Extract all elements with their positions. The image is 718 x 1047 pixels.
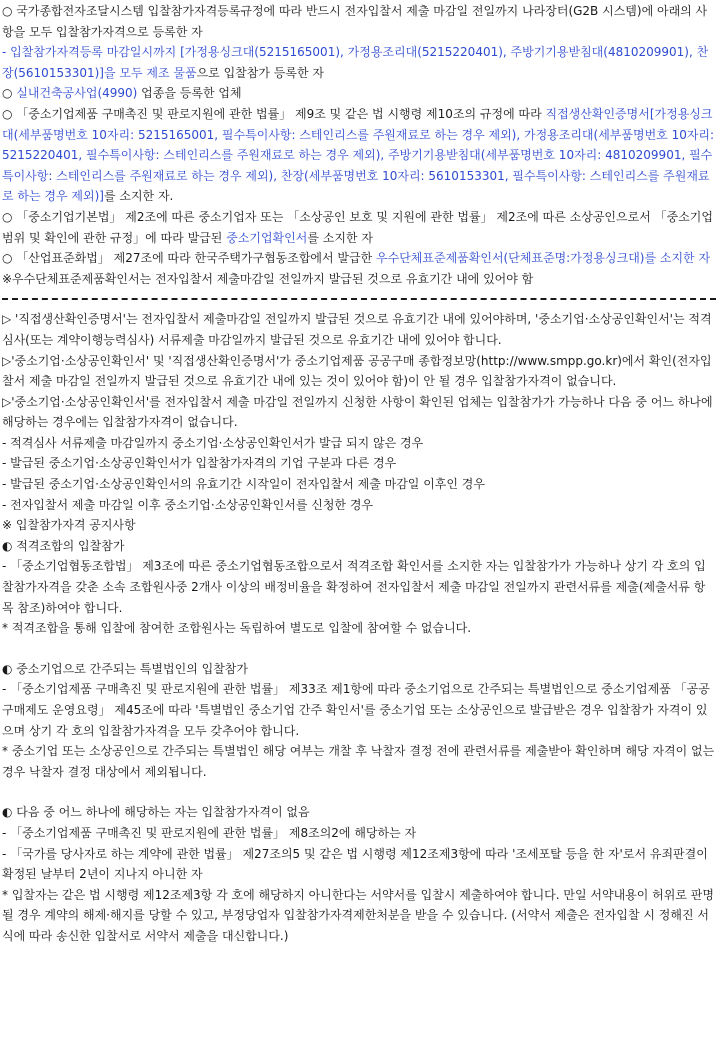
para-disq-1 <box>2 433 716 454</box>
text-segment: ○ 국가종합전자조달시스템 입찰참가자격등록규정에 따라 반드시 전자입찰서 제출 마감일 전일까지 나라장터(G2B 시스템)에 아래의 사항을 모두 입찰참가자격으로 등록한 자 <box>2 4 708 39</box>
para-g2b-registration <box>2 1 716 42</box>
highlighted-text: 중소기업확인서 <box>226 230 308 245</box>
text-segment: ◐ 다음 중 어느 하나에 해당하는 자는 입찰참가자격이 없음 <box>2 805 310 820</box>
para-direct-production <box>2 104 716 207</box>
separator <box>2 298 716 300</box>
text-segment: ◐ 중소기업으로 간주되는 특별법인의 입찰참가 <box>2 661 248 676</box>
text-segment: ▷'중소기업·소상공인확인서'를 전자입찰서 제출 마감일 전일까지 신청한 사항이 확인된 업체는 입찰참가가 가능하나 다음 중 어느 하나에 해당하는 경우에는 입찰참가자격이 없습니다. <box>2 394 713 430</box>
highlighted-text: 우수단체표준제품확인서(단체표준명:가정용싱크대) <box>376 251 645 266</box>
text-segment: 를 소지한 자 <box>307 230 373 245</box>
text-segment: * 중소기업 또는 소상공인으로 간주되는 특별법인 해당 여부는 개찰 후 낙찰자 결정 전에 관련서류를 제출받아 확인하며 해당 자격이 없는 경우 낙찰자 결정 대상에서 제외됩니다. <box>2 744 715 779</box>
text-segment: ◐ 적격조합의 입찰참가 <box>2 538 125 553</box>
para-ineligible-2 <box>2 844 716 885</box>
text-segment: 를 소지한 자. <box>103 189 174 204</box>
text-segment: - 전자입찰서 제출 마감일 이후 중소기업·소상공인확인서를 신청한 경우 <box>2 497 374 512</box>
para-interior-business <box>2 83 716 104</box>
text-segment: - 발급된 중소기업·소상공인확인서가 입찰참가자격의 기업 구분과 다른 경우 <box>2 456 397 471</box>
para-qualified-union-body <box>2 556 716 618</box>
para-sme-confirmation <box>2 207 716 248</box>
para-ineligible-1 <box>2 823 716 844</box>
para-disqualification-intro <box>2 392 716 433</box>
text-segment: ※ 입찰참가자격 공지사항 <box>2 518 136 533</box>
text-segment: ○ 「산업표준화법」 제27조에 따라 한국주택가구협동조합에서 발급한 <box>2 251 377 266</box>
text-segment: ※우수단체표준제품확인서는 전자입찰서 제출마감일 전일까지 발급된 것으로 유효기간 내에 있어야 함 <box>2 271 534 286</box>
para-registration-items <box>2 42 716 83</box>
text-segment: - 발급된 중소기업·소상공인확인서의 유효기간 시작일이 전자입찰서 제출 마감일 이후인 경우 <box>2 477 485 492</box>
text-segment: - 「중소기업협동조합법」 제3조에 따른 중소기업협동조합으로서 적격조합 확인서를 소지한 자는 입찰참가가 가능하나 상기 각 호의 입찰참가자격을 갖춘 소속 조합원사중 2개사 이상의 배정비율을 확정하여 전자입찰서 제출 마감일 전일까지 관련서류를 제출(제출서류 항목 참조)하여야 합니다. <box>2 559 706 615</box>
text-segment: - 「국가를 당사자로 하는 계약에 관한 법률」 제27조의5 및 같은 법 시행령 제12조제3항에 따라 '조세포탈 등을 한 자'로서 유죄판결이 확정된 날부터 2년이 지나지 아니한 자 <box>2 846 708 882</box>
para-special-corp-body <box>2 679 716 741</box>
text-segment: * 입찰자는 같은 법 시행령 제12조제3항 각 호에 해당하지 아니한다는 서약서를 입찰시 제출하여야 합니다. 만일 서약내용이 허위로 판명될 경우 계약의 해제·해지를 당할 수 있고, 부정당업자 입찰참가자격제한처분을 받을 수 있습니다. (서약서 제출은 전자입찰 시 정해진 서식에 따라 송신한 입찰서로 서약서 제출을 대신합니다.) <box>2 887 714 943</box>
text-segment: - 적격심사 서류제출 마감일까지 중소기업·소상공인확인서가 발급 되지 않은 경우 <box>2 435 424 450</box>
highlighted-text: 를 소지한 자 <box>644 251 711 266</box>
para-ineligible-heading <box>2 802 716 823</box>
para-smpp-check <box>2 351 716 392</box>
para-disq-2 <box>2 453 716 474</box>
text-segment: ▷ '직접생산확인증명서'는 전자입찰서 제출마감일 전일까지 발급된 것으로 유효기간 내에 있어야하며, '중소기업·소상공인확인서'는 적격심사(또는 계약이행능력심사) 서류제출 마감일까지 발급된 것으로 유효기간 내에 있어야 합니다. <box>2 312 712 347</box>
text-segment: 업종을 등록한 업체 <box>137 86 242 101</box>
text-segment: ○ <box>2 86 17 101</box>
para-group-standard <box>2 248 716 269</box>
para-special-corp-heading <box>2 659 716 680</box>
para-qualified-union-heading <box>2 536 716 557</box>
highlighted-text: 직접생산확인증명서[가정용싱크대(세부품명번호 10자리: 5215165001, 필수특이사항: 스테인리스를 주원재료로 하는 경우 제외), 가정용조리대(세부품명번호 10자리: 5215220401, 필수특이사항: 스테인리스를 주원재료로 하는 경우 제외), 주방기기용받침대(세부품명번호 10자리: 4810209901, 필수특이사항: 스테인리스를 주원재료로 하는 경우 제외), 찬장(세부품명번호 10자리: 5610153301, 필수특이사항: 스테인리스를 주원재료로 하는 경우 제외)] <box>2 106 715 204</box>
text-segment: 으로 입찰참가 등록한 자 <box>196 65 324 80</box>
gap-2 <box>2 782 716 802</box>
text-segment: - 「중소기업제품 구매촉진 및 판로지원에 관한 법률」 제33조 제1항에 따라 중소기업으로 간주되는 특별법인으로 중소기업제품 「공공구매제도 운영요령」 제45조에 따라 '특별법인 중소기업 간주 확인서'를 중소기업 또는 소상공인으로 발급받은 경우 입찰참가 자격이 있으며 상기 각 호의 입찰참가자격을 모두 갖추어야 합니다. <box>2 682 710 738</box>
para-notice-heading <box>2 515 716 536</box>
para-group-standard-note <box>2 269 716 290</box>
text-segment: ▷'중소기업·소상공인확인서' 및 '직접생산확인증명서'가 중소기업제품 공공구매 종합정보망(http://www.smpp.go.kr)에서 확인(전자입찰서 제출 마감일 전일까지 발급된 것으로 유효기간 내에 있는 것이 있어야 함)이 안 될 경우 입찰참가자격이 없습니다. <box>2 353 712 389</box>
para-disq-4 <box>2 495 716 516</box>
para-special-corp-note <box>2 741 716 782</box>
para-qualified-union-note <box>2 618 716 639</box>
text-segment: ○ 「중소기업제품 구매촉진 및 판로지원에 관한 법률」 제9조 및 같은 법 시행령 제10조의 규정에 따라 <box>2 106 546 121</box>
para-cert-validity <box>2 309 716 350</box>
highlighted-text: - 입찰참가자격등록 마감일시까지 [가정용싱크대(5215165001), 가정용조리대(5215220401), 주방기기용받침대(4810209901), 찬장(5610153301)]을 모두 제조 물품 <box>2 45 709 80</box>
text-segment: ○ 「중소기업기본법」 제2조에 따른 중소기업자 또는 「소상공인 보호 및 지원에 관한 법률」 제2조에 따른 소상공인으로서 「중소기업 범위 및 확인에 관한 규정」에 따라 발급된 <box>2 209 713 245</box>
text-segment: - 「중소기업제품 구매촉진 및 판로지원에 관한 법률」 제8조의2에 해당하는 자 <box>2 825 417 840</box>
text-segment: * 적격조합을 통해 입찰에 참여한 조합원사는 독립하여 별도로 입찰에 참여할 수 없습니다. <box>2 621 472 636</box>
highlighted-text: 실내건축공사업(4990) <box>16 86 138 101</box>
para-pledge-note <box>2 885 716 947</box>
para-disq-3 <box>2 474 716 495</box>
gap-1 <box>2 639 716 659</box>
